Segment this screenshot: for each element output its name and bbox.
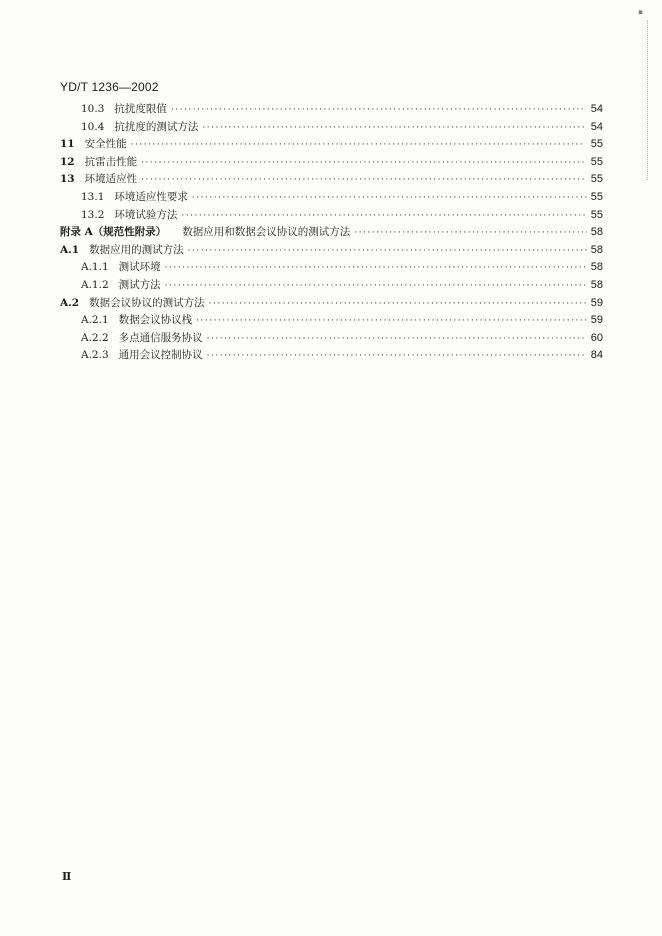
toc-entry[interactable] <box>81 330 603 347</box>
toc-entry[interactable] <box>81 119 603 136</box>
toc-entry-number: A.2.1 <box>81 314 109 327</box>
toc-entry-title: 测试方法 <box>118 279 161 291</box>
toc-entry-number: 13.2 <box>81 208 105 221</box>
toc-leader-dots <box>207 335 587 344</box>
toc-entry-page: 55 <box>590 155 603 168</box>
toc-leader-dots <box>202 124 586 133</box>
toc-entry[interactable] <box>81 312 603 329</box>
scan-edge-mark <box>645 20 648 180</box>
toc-entry-page: 59 <box>590 314 603 327</box>
toc-entry[interactable] <box>60 154 603 171</box>
toc-entry[interactable] <box>60 224 603 241</box>
toc-entry-page: 59 <box>590 296 603 309</box>
toc-entry-title: 环境试验方法 <box>114 208 178 221</box>
toc-entry-number: 11 <box>60 138 75 151</box>
toc-leader-dots <box>188 247 587 256</box>
toc-leader-dots <box>181 212 586 221</box>
toc-leader-dots <box>209 300 587 309</box>
toc-entry-page: 58 <box>590 261 603 274</box>
toc-leader-dots <box>131 141 585 150</box>
toc-leader-dots <box>196 317 587 326</box>
toc-leader-dots <box>141 159 585 168</box>
toc-entry-title: 数据会议协议的测试方法 <box>89 296 205 309</box>
toc-entry-title: 多点通信服务协议 <box>118 331 203 344</box>
toc-entry-title: 安全性能 <box>84 138 127 151</box>
toc-entry-title: 抗扰度限值 <box>114 103 167 115</box>
toc-entry-number: A.1.1 <box>81 261 109 274</box>
toc-entry[interactable] <box>81 277 603 294</box>
toc-leader-dots <box>165 264 586 273</box>
toc-entry-page: 58 <box>590 226 603 239</box>
toc-entry[interactable] <box>81 101 603 118</box>
toc-leader-dots <box>165 282 586 291</box>
toc-entry-title: 测试环境 <box>118 261 161 274</box>
toc-entry[interactable] <box>81 347 603 364</box>
toc-entry-page: 55 <box>590 191 603 203</box>
toc-entry[interactable] <box>60 242 603 259</box>
toc-entry-page: 54 <box>590 103 603 115</box>
toc-leader-dots <box>171 106 586 115</box>
toc-entry-page: 55 <box>590 138 603 151</box>
toc-entry-page: 55 <box>590 173 603 186</box>
toc-leader-dots <box>354 229 586 238</box>
toc-leader-dots <box>207 352 587 361</box>
toc-leader-dots <box>141 176 585 185</box>
page-number: Ⅱ <box>62 871 72 883</box>
toc-entry-number: 10.4 <box>81 120 105 133</box>
toc-entry-title: 数据应用和数据会议协议的测试方法 <box>182 226 351 239</box>
toc-entry[interactable] <box>60 295 603 312</box>
toc-entry-number: A.2.2 <box>81 331 109 344</box>
toc-entry[interactable] <box>81 207 603 224</box>
toc-entry-page: 58 <box>590 279 603 291</box>
toc-entry-number: A.1 <box>60 243 80 256</box>
edge-mark-tick: ▪ <box>638 8 643 16</box>
toc-entry-title: 环境适应性 <box>84 173 138 186</box>
document-code: YD/T 1236—2002 <box>60 80 159 94</box>
toc-entry-title: 抗雷击性能 <box>84 155 138 168</box>
toc-entry-number: 13 <box>60 173 75 186</box>
toc-entry-number: 10.3 <box>81 103 105 115</box>
toc-entry-page: 60 <box>590 331 603 344</box>
toc-entry[interactable] <box>60 136 603 153</box>
toc-entry-number: 13.1 <box>81 191 105 203</box>
toc-entry-page: 58 <box>590 243 603 256</box>
toc-entry-page: 55 <box>590 208 603 221</box>
toc-entry-page: 54 <box>590 120 603 133</box>
toc-entry-number: 12 <box>60 155 75 168</box>
toc-entry-number: 附录 A（规范性附录） <box>60 226 167 239</box>
toc-entry[interactable] <box>81 189 603 206</box>
toc-entry-title: 通用会议控制协议 <box>118 349 203 362</box>
toc-entry-title: 环境适应性要求 <box>114 191 188 203</box>
toc-entry[interactable] <box>60 171 603 188</box>
toc-entry-page: 84 <box>590 349 603 362</box>
toc-entry-title: 数据应用的测试方法 <box>89 243 184 256</box>
toc-entry-number: A.2.3 <box>81 349 109 362</box>
toc-entry-number: A.2 <box>60 296 80 309</box>
toc-entry-title: 抗扰度的测试方法 <box>114 120 199 133</box>
toc-leader-dots <box>192 194 587 203</box>
toc-entry[interactable] <box>81 259 603 276</box>
toc-entry-number: A.1.2 <box>81 279 109 291</box>
toc-entry-title: 数据会议协议栈 <box>118 314 193 327</box>
